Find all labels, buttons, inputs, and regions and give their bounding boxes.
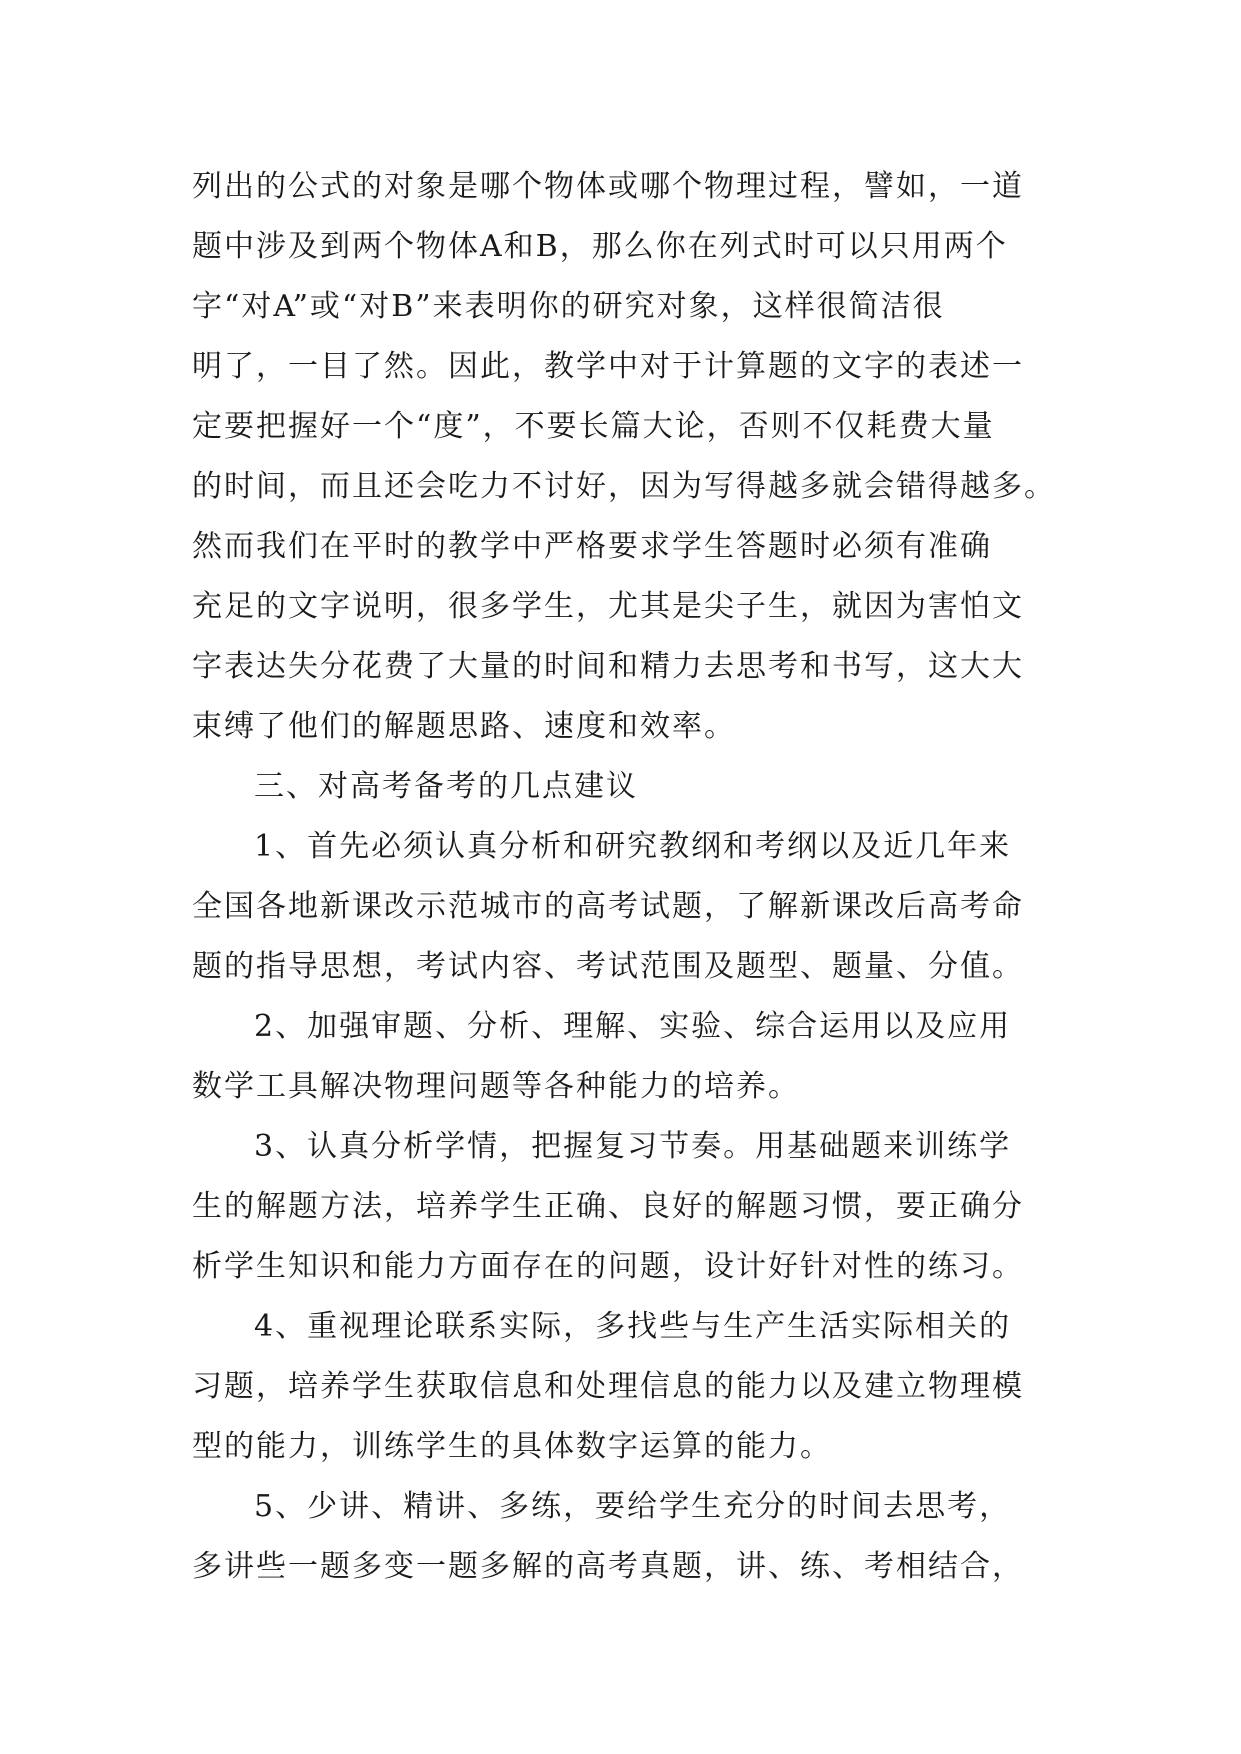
list-item-5-line: 多讲些一题多变一题多解的高考真题，讲、练、考相结合， bbox=[192, 1549, 1024, 1584]
paragraph-line: 充足的文字说明，很多学生，尤其是尖子生，就因为害怕文 bbox=[192, 589, 1024, 624]
list-item-2-line: 2、加强审题、分析、理解、实验、综合运用以及应用 bbox=[254, 1009, 1012, 1044]
paragraph-line: 的时间，而且还会吃力不讨好，因为写得越多就会错得越多。 bbox=[192, 469, 1056, 504]
paragraph-line: 字表达失分花费了大量的时间和精力去思考和书写，这大大 bbox=[192, 649, 1024, 684]
list-item-2-line: 数学工具解决物理问题等各种能力的培养。 bbox=[192, 1069, 800, 1104]
list-item-3-line: 生的解题方法，培养学生正确、良好的解题习惯，要正确分 bbox=[192, 1189, 1024, 1224]
list-item-1-line: 全国各地新课改示范城市的高考试题，了解新课改后高考命 bbox=[192, 889, 1024, 924]
paragraph-line: 明了，一目了然。因此，教学中对于计算题的文字的表述一 bbox=[192, 349, 1024, 384]
list-item-1-line: 1、首先必须认真分析和研究教纲和考纲以及近几年来 bbox=[254, 829, 1012, 864]
list-item-4-line: 4、重视理论联系实际，多找些与生产生活实际相关的 bbox=[254, 1309, 1012, 1344]
paragraph-line: 题中涉及到两个物体A和B，那么你在列式时可以只用两个 bbox=[192, 229, 1008, 264]
list-item-5-line: 5、少讲、精讲、多练，要给学生充分的时间去思考， bbox=[254, 1489, 1012, 1524]
section-heading: 三、对高考备考的几点建议 bbox=[254, 769, 638, 804]
paragraph-line: 束缚了他们的解题思路、速度和效率。 bbox=[192, 709, 736, 744]
paragraph-line: 字“对A”或“对B”来表明你的研究对象，这样很简洁很 bbox=[192, 289, 945, 324]
list-item-3-line: 析学生知识和能力方面存在的问题，设计好针对性的练习。 bbox=[192, 1249, 1024, 1284]
list-item-3-line: 3、认真分析学情，把握复习节奏。用基础题来训练学 bbox=[254, 1129, 1012, 1164]
body-text bbox=[192, 157, 1072, 1597]
paragraph-line: 列出的公式的对象是哪个物体或哪个物理过程，譬如，一道 bbox=[192, 169, 1024, 204]
list-item-4-line: 习题，培养学生获取信息和处理信息的能力以及建立物理模 bbox=[192, 1369, 1024, 1404]
list-item-4-line: 型的能力，训练学生的具体数字运算的能力。 bbox=[192, 1429, 832, 1464]
paragraph-line: 然而我们在平时的教学中严格要求学生答题时必须有准确 bbox=[192, 529, 992, 564]
list-item-1-line: 题的指导思想，考试内容、考试范围及题型、题量、分值。 bbox=[192, 949, 1024, 984]
paragraph-line: 定要把握好一个“度”，不要长篇大论，否则不仅耗费大量 bbox=[192, 409, 995, 444]
